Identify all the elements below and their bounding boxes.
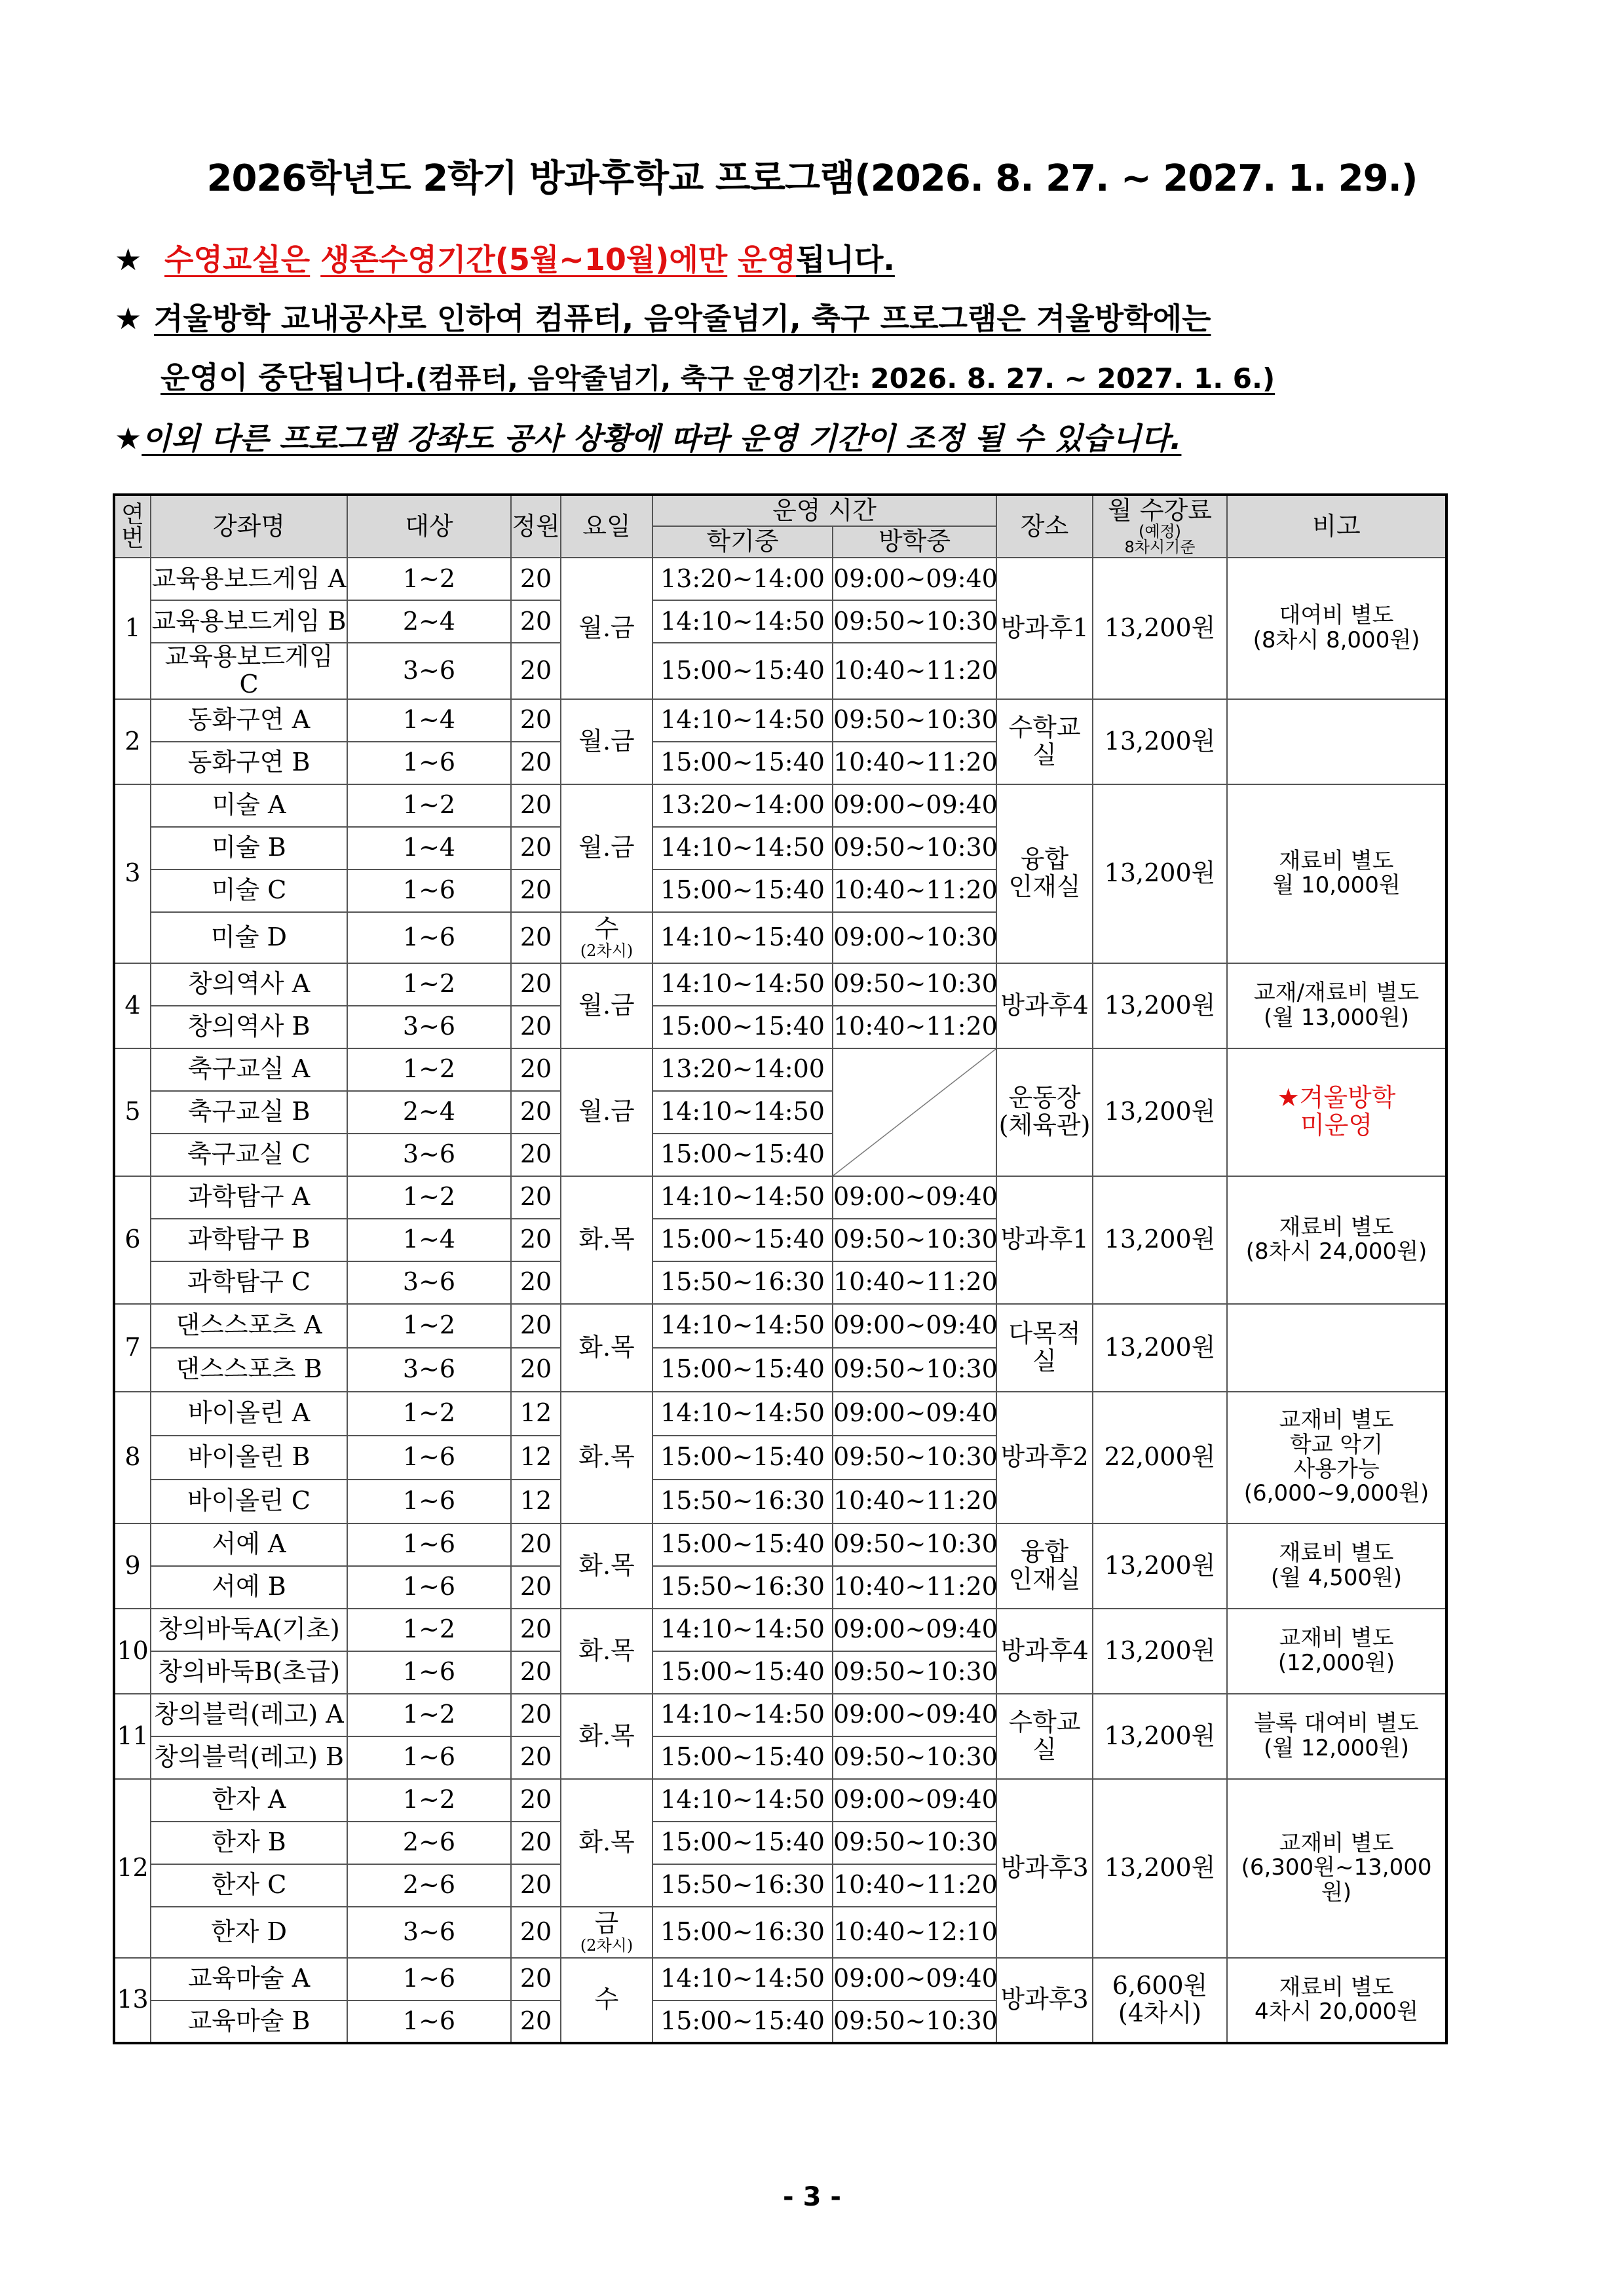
course-fee: 13,200원 bbox=[1093, 1048, 1227, 1176]
course-target: 2~4 bbox=[347, 1091, 511, 1134]
row-number: 2 bbox=[114, 699, 151, 784]
time-semester: 15:00~16:30 bbox=[652, 1907, 833, 1958]
header-semester: 학기중 bbox=[652, 526, 833, 558]
course-name: 동화구연 A bbox=[151, 699, 347, 742]
row-number: 11 bbox=[114, 1694, 151, 1779]
course-capacity: 20 bbox=[511, 1523, 561, 1566]
course-capacity: 20 bbox=[511, 2000, 561, 2043]
time-vacation: 09:50~10:30 bbox=[833, 2000, 996, 2043]
course-target: 1~6 bbox=[347, 912, 511, 963]
course-note bbox=[1227, 699, 1446, 784]
course-capacity: 20 bbox=[511, 827, 561, 870]
course-day: 화.목 bbox=[561, 1523, 652, 1609]
table-row bbox=[114, 1176, 1446, 1219]
course-target: 1~2 bbox=[347, 558, 511, 600]
time-vacation: 10:40~11:20 bbox=[833, 643, 996, 699]
course-target: 1~2 bbox=[347, 1609, 511, 1651]
course-target: 1~6 bbox=[347, 742, 511, 784]
time-vacation: 09:50~10:30 bbox=[833, 963, 996, 1006]
time-vacation: 09:50~10:30 bbox=[833, 1651, 996, 1694]
course-target: 2~6 bbox=[347, 1864, 511, 1907]
course-capacity: 20 bbox=[511, 643, 561, 699]
course-place: 방과후4 bbox=[996, 963, 1093, 1048]
table-row bbox=[114, 1609, 1446, 1651]
course-fee: 13,200원 bbox=[1093, 1523, 1227, 1609]
table-row bbox=[114, 558, 1446, 600]
course-name: 바이올린 C bbox=[151, 1480, 347, 1523]
header-capacity: 정원 bbox=[511, 495, 561, 558]
course-capacity: 20 bbox=[511, 1779, 561, 1822]
course-target: 1~2 bbox=[347, 1694, 511, 1736]
table-row bbox=[114, 1694, 1446, 1736]
row-number: 6 bbox=[114, 1176, 151, 1304]
course-note: ★겨울방학 미운영 bbox=[1227, 1048, 1446, 1176]
time-semester: 15:50~16:30 bbox=[652, 1566, 833, 1609]
course-target: 1~6 bbox=[347, 2000, 511, 2043]
course-day: 월.금 bbox=[561, 558, 652, 699]
course-target: 1~2 bbox=[347, 1176, 511, 1219]
time-semester: 13:20~14:00 bbox=[652, 1048, 833, 1091]
course-capacity: 20 bbox=[511, 1134, 561, 1176]
course-name: 댄스스포츠 A bbox=[151, 1304, 347, 1348]
time-semester: 14:10~14:50 bbox=[652, 1091, 833, 1134]
course-day-alt bbox=[561, 912, 652, 963]
header-name: 강좌명 bbox=[151, 495, 347, 558]
course-target: 3~6 bbox=[347, 1348, 511, 1392]
course-day-alt-label: 금 bbox=[594, 1908, 619, 1938]
course-name: 미술 B bbox=[151, 827, 347, 870]
course-place: 방과후3 bbox=[996, 1958, 1093, 2043]
notice-construction bbox=[115, 295, 1211, 338]
time-vacation: 09:50~10:30 bbox=[833, 1736, 996, 1779]
time-semester: 14:10~14:50 bbox=[652, 1958, 833, 2000]
course-day: 화.목 bbox=[561, 1176, 652, 1304]
course-fee: 13,200원 bbox=[1093, 1694, 1227, 1779]
time-semester: 14:10~14:50 bbox=[652, 1304, 833, 1348]
row-number: 4 bbox=[114, 963, 151, 1048]
course-capacity: 20 bbox=[511, 1694, 561, 1736]
time-vacation: 09:00~09:40 bbox=[833, 1779, 996, 1822]
course-target: 1~6 bbox=[347, 870, 511, 912]
course-name: 교육용보드게임 B bbox=[151, 600, 347, 643]
course-note: 재료비 별도 (8차시 24,000원) bbox=[1227, 1176, 1446, 1304]
course-capacity: 12 bbox=[511, 1480, 561, 1523]
header-day: 요일 bbox=[561, 495, 652, 558]
course-target: 1~2 bbox=[347, 784, 511, 827]
time-semester: 15:00~15:40 bbox=[652, 742, 833, 784]
course-capacity: 20 bbox=[511, 1822, 561, 1864]
course-place: 방과후1 bbox=[996, 1176, 1093, 1304]
course-fee: 6,600원 (4차시) bbox=[1093, 1958, 1227, 2043]
course-day: 화.목 bbox=[561, 1392, 652, 1523]
course-target: 1~6 bbox=[347, 1436, 511, 1480]
star-icon: ★ bbox=[115, 421, 142, 456]
notice-text: 이외 다른 프로그램 강좌도 공사 상황에 따라 운영 기간이 조정 될 수 있습니다. bbox=[142, 421, 1182, 456]
course-capacity: 20 bbox=[511, 1048, 561, 1091]
table-row bbox=[114, 699, 1446, 742]
course-fee: 13,200원 bbox=[1093, 1304, 1227, 1392]
course-name: 미술 D bbox=[151, 912, 347, 963]
time-semester: 14:10~14:50 bbox=[652, 1779, 833, 1822]
notice-text: 운영이 중단됩니다. bbox=[161, 360, 415, 395]
header-fee-main: 월 수강료 bbox=[1108, 495, 1212, 525]
course-name: 동화구연 B bbox=[151, 742, 347, 784]
notice-text: 운영 bbox=[738, 242, 797, 277]
time-vacation: 09:50~10:30 bbox=[833, 1219, 996, 1261]
course-day: 화.목 bbox=[561, 1779, 652, 1907]
time-vacation: 09:50~10:30 bbox=[833, 699, 996, 742]
course-note: 교재/재료비 별도 (월 13,000원) bbox=[1227, 963, 1446, 1048]
course-name: 교육마술 A bbox=[151, 1958, 347, 2000]
time-semester: 13:20~14:00 bbox=[652, 558, 833, 600]
course-name: 창의블럭(레고) A bbox=[151, 1694, 347, 1736]
time-vacation: 09:50~10:30 bbox=[833, 827, 996, 870]
table-row bbox=[114, 1958, 1446, 2000]
row-number: 3 bbox=[114, 784, 151, 963]
course-capacity: 20 bbox=[511, 742, 561, 784]
row-number: 9 bbox=[114, 1523, 151, 1609]
course-day: 화.목 bbox=[561, 1694, 652, 1779]
course-name: 창의바둑B(초급) bbox=[151, 1651, 347, 1694]
course-name: 교육용보드게임 A bbox=[151, 558, 347, 600]
table-row bbox=[114, 1392, 1446, 1436]
course-name: 한자 B bbox=[151, 1822, 347, 1864]
course-target: 1~2 bbox=[347, 1392, 511, 1436]
time-vacation: 09:50~10:30 bbox=[833, 1822, 996, 1864]
course-capacity: 20 bbox=[511, 1864, 561, 1907]
course-note: 교재비 별도 (12,000원) bbox=[1227, 1609, 1446, 1694]
course-name: 과학탐구 A bbox=[151, 1176, 347, 1219]
course-target: 1~4 bbox=[347, 1219, 511, 1261]
course-day: 월.금 bbox=[561, 963, 652, 1048]
time-semester: 14:10~14:50 bbox=[652, 600, 833, 643]
course-capacity: 20 bbox=[511, 1348, 561, 1392]
course-note: 교재비 별도 (6,300원~13,000원) bbox=[1227, 1779, 1446, 1958]
course-place: 방과후3 bbox=[996, 1779, 1093, 1958]
table-row bbox=[114, 963, 1446, 1006]
course-name: 댄스스포츠 B bbox=[151, 1348, 347, 1392]
course-target: 3~6 bbox=[347, 643, 511, 699]
course-fee: 22,000원 bbox=[1093, 1392, 1227, 1523]
time-semester: 15:00~15:40 bbox=[652, 1219, 833, 1261]
time-semester: 15:00~15:40 bbox=[652, 1523, 833, 1566]
time-semester: 15:00~15:40 bbox=[652, 2000, 833, 2043]
time-semester: 14:10~14:50 bbox=[652, 1609, 833, 1651]
time-vacation: 09:50~10:30 bbox=[833, 600, 996, 643]
course-note: 블록 대여비 별도 (월 12,000원) bbox=[1227, 1694, 1446, 1779]
course-place: 융합 인재실 bbox=[996, 784, 1093, 963]
course-name: 서예 B bbox=[151, 1566, 347, 1609]
time-semester: 15:00~15:40 bbox=[652, 1822, 833, 1864]
row-number: 13 bbox=[114, 1958, 151, 2043]
time-semester: 15:00~15:40 bbox=[652, 1348, 833, 1392]
course-fee: 13,200원 bbox=[1093, 699, 1227, 784]
time-vacation: 09:00~09:40 bbox=[833, 1609, 996, 1651]
time-semester: 14:10~15:40 bbox=[652, 912, 833, 963]
course-fee: 13,200원 bbox=[1093, 1779, 1227, 1958]
course-name: 미술 A bbox=[151, 784, 347, 827]
course-target: 1~6 bbox=[347, 1651, 511, 1694]
header-note: 비고 bbox=[1227, 495, 1446, 558]
course-capacity: 20 bbox=[511, 699, 561, 742]
row-number: 8 bbox=[114, 1392, 151, 1523]
row-number: 7 bbox=[114, 1304, 151, 1392]
table-row bbox=[114, 1523, 1446, 1566]
course-day: 화.목 bbox=[561, 1609, 652, 1694]
course-day-alt bbox=[561, 1907, 652, 1958]
course-place: 수학교실 bbox=[996, 1694, 1093, 1779]
course-target: 1~2 bbox=[347, 963, 511, 1006]
course-target: 1~4 bbox=[347, 699, 511, 742]
course-place: 운동장 (체육관) bbox=[996, 1048, 1093, 1176]
course-capacity: 20 bbox=[511, 1091, 561, 1134]
course-name: 한자 D bbox=[151, 1907, 347, 1958]
notice-swimming bbox=[115, 236, 895, 279]
time-vacation: 09:00~09:40 bbox=[833, 1958, 996, 2000]
time-vacation: 10:40~11:20 bbox=[833, 1480, 996, 1523]
time-vacation: 09:00~10:30 bbox=[833, 912, 996, 963]
row-number: 12 bbox=[114, 1779, 151, 1958]
program-table bbox=[113, 493, 1448, 2044]
course-name: 교육마술 B bbox=[151, 2000, 347, 2043]
course-capacity: 20 bbox=[511, 1651, 561, 1694]
course-name: 창의바둑A(기초) bbox=[151, 1609, 347, 1651]
course-capacity: 20 bbox=[511, 1176, 561, 1219]
star-icon: ★ bbox=[115, 301, 142, 336]
course-place: 다목적실 bbox=[996, 1304, 1093, 1392]
course-fee: 13,200원 bbox=[1093, 963, 1227, 1048]
course-target: 3~6 bbox=[347, 1006, 511, 1048]
course-fee: 13,200원 bbox=[1093, 558, 1227, 699]
course-capacity: 20 bbox=[511, 558, 561, 600]
page-title: 2026학년도 2학기 방과후학교 프로그램(2026. 8. 27. ~ 2027. 1. 29.) bbox=[206, 157, 1418, 200]
course-place: 융합 인재실 bbox=[996, 1523, 1093, 1609]
star-icon: ★ bbox=[115, 242, 142, 277]
course-target: 1~2 bbox=[347, 1304, 511, 1348]
time-semester: 14:10~14:50 bbox=[652, 827, 833, 870]
course-capacity: 20 bbox=[511, 1958, 561, 2000]
table-row bbox=[114, 1048, 1446, 1091]
course-capacity: 20 bbox=[511, 784, 561, 827]
time-vacation: 09:00~09:40 bbox=[833, 1694, 996, 1736]
header-fee-sub: 8차시기준 bbox=[1124, 538, 1196, 557]
course-capacity: 12 bbox=[511, 1436, 561, 1480]
course-name: 과학탐구 C bbox=[151, 1261, 347, 1304]
header-time: 운영 시간 bbox=[652, 495, 996, 526]
course-target: 1~6 bbox=[347, 1958, 511, 2000]
time-semester: 14:10~14:50 bbox=[652, 1176, 833, 1219]
time-semester: 15:00~15:40 bbox=[652, 643, 833, 699]
notice-text: 수영교실은 bbox=[164, 242, 311, 277]
course-name: 바이올린 B bbox=[151, 1436, 347, 1480]
course-note: 대여비 별도 (8차시 8,000원) bbox=[1227, 558, 1446, 699]
course-fee: 13,200원 bbox=[1093, 1609, 1227, 1694]
header-place: 장소 bbox=[996, 495, 1093, 558]
course-capacity: 20 bbox=[511, 1609, 561, 1651]
header-vacation: 방학중 bbox=[833, 526, 996, 558]
time-semester: 15:00~15:40 bbox=[652, 1651, 833, 1694]
notice-construction-cont bbox=[161, 354, 1275, 397]
row-number: 1 bbox=[114, 558, 151, 699]
course-note: 재료비 별도 (월 4,500원) bbox=[1227, 1523, 1446, 1609]
course-target: 3~6 bbox=[347, 1261, 511, 1304]
course-name: 과학탐구 B bbox=[151, 1219, 347, 1261]
time-vacation: 10:40~11:20 bbox=[833, 870, 996, 912]
course-name: 한자 A bbox=[151, 1779, 347, 1822]
course-target: 1~6 bbox=[347, 1566, 511, 1609]
notice-text: 겨울방학 교내공사로 인하여 컴퓨터, 음악줄넘기, 축구 프로그램은 겨울방학에는 bbox=[154, 301, 1211, 336]
time-vacation: 09:00~09:40 bbox=[833, 1176, 996, 1219]
notice-text: (컴퓨터, 음악줄넘기, 축구 운영기간: 2026. 8. 27. ~ 2027. 1. 6.) bbox=[415, 362, 1275, 394]
course-place: 수학교실 bbox=[996, 699, 1093, 784]
time-vacation: 09:00~09:40 bbox=[833, 1392, 996, 1436]
course-fee: 13,200원 bbox=[1093, 784, 1227, 963]
course-capacity: 20 bbox=[511, 1219, 561, 1261]
course-place: 방과후2 bbox=[996, 1392, 1093, 1523]
header-target: 대상 bbox=[347, 495, 511, 558]
course-target: 3~6 bbox=[347, 1907, 511, 1958]
time-vacation: 09:50~10:30 bbox=[833, 1523, 996, 1566]
course-target: 1~2 bbox=[347, 1779, 511, 1822]
course-day-alt-sub: (2차시) bbox=[580, 1936, 633, 1955]
course-capacity: 20 bbox=[511, 912, 561, 963]
time-vacation: 10:40~12:10 bbox=[833, 1907, 996, 1958]
course-note: 재료비 별도 4차시 20,000원 bbox=[1227, 1958, 1446, 2043]
course-day: 월.금 bbox=[561, 699, 652, 784]
course-capacity: 20 bbox=[511, 600, 561, 643]
course-target: 1~6 bbox=[347, 1736, 511, 1779]
course-name: 바이올린 A bbox=[151, 1392, 347, 1436]
time-vacation: 09:00~09:40 bbox=[833, 558, 996, 600]
course-target: 3~6 bbox=[347, 1134, 511, 1176]
time-semester: 15:50~16:30 bbox=[652, 1480, 833, 1523]
course-fee: 13,200원 bbox=[1093, 1176, 1227, 1304]
course-capacity: 20 bbox=[511, 1907, 561, 1958]
notice-adjustment bbox=[115, 415, 1181, 458]
header-no: 연번 bbox=[114, 495, 151, 558]
time-semester: 15:00~15:40 bbox=[652, 1436, 833, 1480]
course-name: 창의역사 B bbox=[151, 1006, 347, 1048]
course-day: 월.금 bbox=[561, 784, 652, 912]
course-place: 방과후4 bbox=[996, 1609, 1093, 1694]
time-semester: 15:00~15:40 bbox=[652, 1736, 833, 1779]
time-vacation: 09:00~09:40 bbox=[833, 1304, 996, 1348]
course-note bbox=[1227, 1304, 1446, 1392]
course-day-alt-label: 수 bbox=[594, 913, 619, 943]
header-fee-sub: (예정) bbox=[1138, 522, 1182, 541]
course-target: 1~2 bbox=[347, 1048, 511, 1091]
row-number: 5 bbox=[114, 1048, 151, 1176]
course-capacity: 20 bbox=[511, 1006, 561, 1048]
course-target: 1~6 bbox=[347, 1480, 511, 1523]
time-vacation-none bbox=[833, 1048, 996, 1176]
time-vacation: 09:00~09:40 bbox=[833, 784, 996, 827]
course-day: 월.금 bbox=[561, 1048, 652, 1176]
course-capacity: 20 bbox=[511, 1566, 561, 1609]
course-place: 방과후1 bbox=[996, 558, 1093, 699]
course-note: 재료비 별도 월 10,000원 bbox=[1227, 784, 1446, 963]
course-capacity: 20 bbox=[511, 1261, 561, 1304]
course-day: 화.목 bbox=[561, 1304, 652, 1392]
table-row bbox=[114, 1779, 1446, 1822]
course-day-alt-sub: (2차시) bbox=[580, 942, 633, 961]
table-row bbox=[114, 784, 1446, 827]
notice-text: 생존수영기간(5월~10월)에만 bbox=[320, 242, 728, 277]
time-vacation: 10:40~11:20 bbox=[833, 1261, 996, 1304]
time-semester: 13:20~14:00 bbox=[652, 784, 833, 827]
time-semester: 15:50~16:30 bbox=[652, 1261, 833, 1304]
course-target: 2~4 bbox=[347, 600, 511, 643]
course-target: 1~4 bbox=[347, 827, 511, 870]
time-vacation: 10:40~11:20 bbox=[833, 1864, 996, 1907]
course-target: 2~6 bbox=[347, 1822, 511, 1864]
course-name: 축구교실 A bbox=[151, 1048, 347, 1091]
course-capacity: 20 bbox=[511, 1736, 561, 1779]
notice-text: 됩니다. bbox=[796, 242, 895, 277]
time-vacation: 10:40~11:20 bbox=[833, 1006, 996, 1048]
table-row bbox=[114, 1304, 1446, 1348]
time-semester: 14:10~14:50 bbox=[652, 1392, 833, 1436]
time-vacation: 10:40~11:20 bbox=[833, 742, 996, 784]
time-semester: 14:10~14:50 bbox=[652, 963, 833, 1006]
course-name: 교육용보드게임 C bbox=[151, 643, 347, 699]
time-semester: 15:00~15:40 bbox=[652, 1134, 833, 1176]
time-semester: 15:00~15:40 bbox=[652, 1006, 833, 1048]
course-capacity: 20 bbox=[511, 1304, 561, 1348]
time-vacation: 10:40~11:20 bbox=[833, 1566, 996, 1609]
header-fee bbox=[1093, 495, 1227, 558]
course-name: 축구교실 C bbox=[151, 1134, 347, 1176]
course-capacity: 12 bbox=[511, 1392, 561, 1436]
course-capacity: 20 bbox=[511, 963, 561, 1006]
time-semester: 15:00~15:40 bbox=[652, 870, 833, 912]
time-semester: 14:10~14:50 bbox=[652, 699, 833, 742]
course-target: 1~6 bbox=[347, 1523, 511, 1566]
time-semester: 14:10~14:50 bbox=[652, 1694, 833, 1736]
course-name: 창의블럭(레고) B bbox=[151, 1736, 347, 1779]
course-name: 서예 A bbox=[151, 1523, 347, 1566]
page-number: - 3 - bbox=[783, 2182, 841, 2212]
course-name: 미술 C bbox=[151, 870, 347, 912]
course-note: 교재비 별도 학교 악기 사용가능 (6,000~9,000원) bbox=[1227, 1392, 1446, 1523]
row-number: 10 bbox=[114, 1609, 151, 1694]
time-vacation: 09:50~10:30 bbox=[833, 1348, 996, 1392]
time-vacation: 09:50~10:30 bbox=[833, 1436, 996, 1480]
course-day: 수 bbox=[561, 1958, 652, 2043]
course-name: 축구교실 B bbox=[151, 1091, 347, 1134]
course-capacity: 20 bbox=[511, 870, 561, 912]
course-name: 창의역사 A bbox=[151, 963, 347, 1006]
time-semester: 15:50~16:30 bbox=[652, 1864, 833, 1907]
course-name: 한자 C bbox=[151, 1864, 347, 1907]
